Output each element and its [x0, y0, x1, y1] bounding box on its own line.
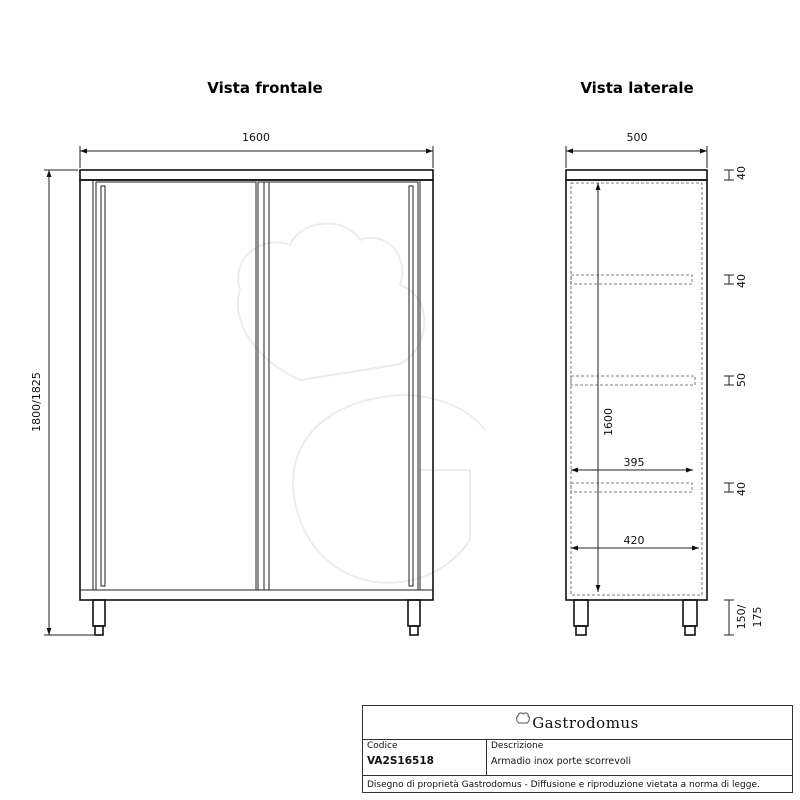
- front-left-leg: [93, 600, 105, 626]
- code-label: Codice: [367, 741, 398, 751]
- gap-shelf-1-label: 40: [735, 274, 748, 288]
- side-right-leg: [683, 600, 697, 626]
- shelf-depth-395-label: 395: [623, 456, 645, 469]
- shelf-2: [571, 376, 695, 385]
- leg-height-label-line1: 150/: [735, 604, 748, 630]
- title-block: [362, 705, 793, 793]
- gap-shelf-3-label: 40: [735, 482, 748, 496]
- title-block-info-row: [363, 739, 792, 776]
- side-top-panel: [566, 170, 707, 180]
- side-left-leg: [574, 600, 588, 626]
- shelf-1: [571, 275, 692, 284]
- front-view-title: Vista frontale: [207, 79, 323, 97]
- side-view-title: Vista laterale: [580, 79, 694, 97]
- chef-hat-logo-icon: [516, 712, 530, 724]
- front-top-panel: [80, 170, 433, 180]
- leg-height-label-line2: 175: [751, 606, 764, 628]
- description-cell: [487, 739, 794, 775]
- side-depth-label: 500: [626, 131, 648, 144]
- code-value: VA2S16518: [367, 755, 434, 767]
- side-view: [566, 131, 764, 635]
- chef-hat-watermark-icon: [238, 224, 485, 583]
- shelf-depth-420-label: 420: [623, 534, 645, 547]
- gap-shelf-2-label: 50: [735, 373, 748, 387]
- front-view: [30, 131, 433, 635]
- ownership-notice: Disegno di proprietà Gastrodomus - Diffusione e riproduzione vietata a norma di legge.: [367, 780, 760, 790]
- code-cell: [363, 739, 487, 775]
- left-sliding-door: [96, 182, 256, 590]
- front-width-label: 1600: [242, 131, 270, 144]
- description-label: Descrizione: [491, 741, 544, 751]
- inner-height-label: 1600: [602, 408, 615, 436]
- front-right-leg: [408, 600, 420, 626]
- brand-logo: [363, 706, 792, 740]
- brand-name: Gastrodomus: [532, 713, 639, 732]
- description-value: Armadio inox porte scorrevoli: [491, 756, 631, 767]
- front-height-label: 1800/1825: [30, 372, 43, 432]
- shelf-3: [571, 483, 692, 492]
- gap-top-label: 40: [735, 166, 748, 180]
